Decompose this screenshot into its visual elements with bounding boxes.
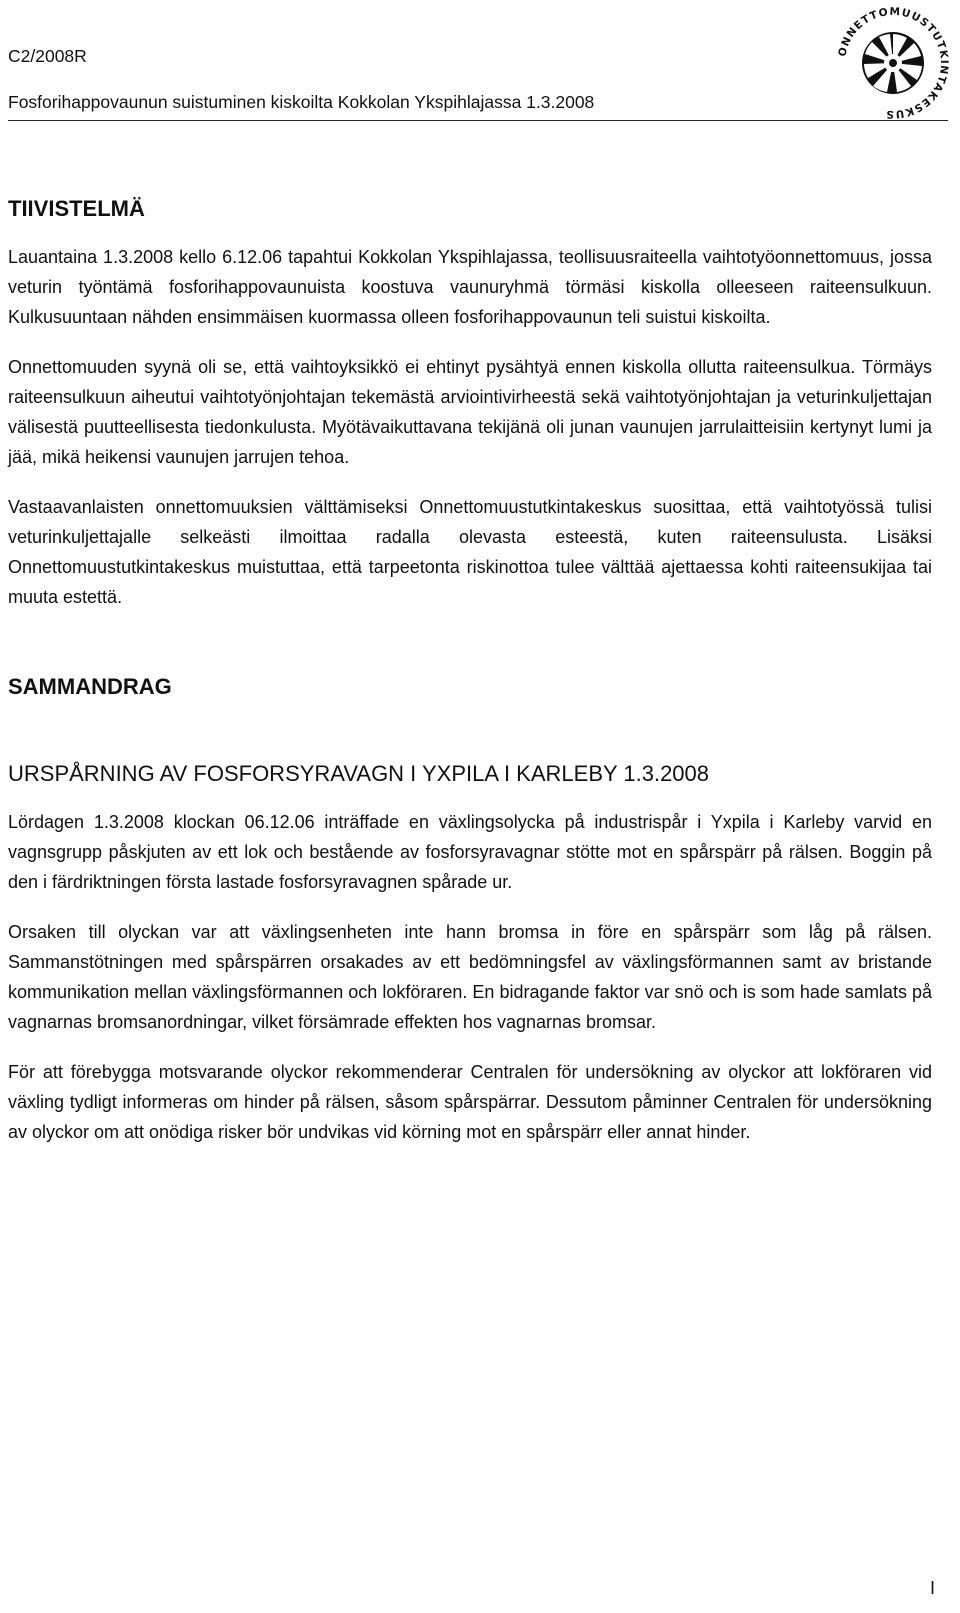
swedish-paragraph-3: För att förebygga motsvarande olyckor rekommenderar Centralen för undersökning av olyckor att lokföraren vid växling tydligt informeras om hinder på rälsen, såsom spårspärrar. Dessutom påminner Centralen för undersökning av olyckor om att onödiga risker bör undvikas vid körning mot en spårspärr eller annat hinder. xyxy=(8,1062,932,1143)
swedish-paragraph-1: Lördagen 1.3.2008 klockan 06.12.06 inträffade en växlingsolycka på industrispår i Yxpila i Karleby varvid en vagnsgrupp påskjuten av ett lok och bestående av fosforsyravagnar stötte mot en spårspärr på rälsen. Boggin på den i färdriktningen första lastade fosforsyravagnen spårade ur. xyxy=(8,812,932,893)
swedish-summary-heading: SAMMANDRAG xyxy=(8,674,172,700)
document-code: C2/2008R xyxy=(8,46,87,66)
page-number: I xyxy=(930,1578,936,1598)
finnish-paragraph-2: Onnettomuuden syynä oli se, että vaihtoyksikkö ei ehtinyt pysähtyä ennen kiskolla ollutta raiteensulkua. Törmäys raiteensulkuun aiheutui vaihtotyönjohtajan tekemästä arviointivirheestä sekä vaihtotyönjohtajan ja veturinkuljettajan välisestä puutteellisesta tiedonkulusta. Myötävaikuttavana tekijänä oli junan vaunujen jarrulaitteisiin kertynyt lumi ja jää, mikä heikensi vaunujen jarrujen tehoa. xyxy=(8,357,932,468)
logo-ring-text: ONNETTOMUUSTUTKINTAKESKUS xyxy=(836,5,951,121)
investigation-centre-logo-icon xyxy=(832,2,954,124)
swedish-paragraph-2: Orsaken till olyckan var att växlingsenheten inte hann bromsa in före en spårspärr som låg på rälsen. Sammanstötningen med spårspärren orsakades av ett bedömningsfel av växlingsförmannen samt av bristande kommunikation mellan växlingsförmannen och lokföraren. En bidragande faktor var snö och is som hade samlats på vagnarnas bromsanordningar, vilket försämrade effekten hos vagnarnas bromsar. xyxy=(8,922,932,1033)
finnish-summary-heading: TIIVISTELMÄ xyxy=(8,196,145,221)
page-header xyxy=(8,5,951,121)
finnish-paragraph-1: Lauantaina 1.3.2008 kello 6.12.06 tapahtui Kokkolan Ykspihlajassa, teollisuusraiteella vaihtotyöonnettomuus, jossa veturin työntämä fosforihappovaunuista koostuva vaunuryhmä törmäsi kiskolla olleeseen raiteensulkuun. Kulkusuuntaan nähden ensimmäisen kuormassa olleen fosforihappovaunun teli suistui kiskoilta. xyxy=(8,247,932,328)
document-subtitle: Fosforihappovaunun suistuminen kiskoilta Kokkolan Ykspihlajassa 1.3.2008 xyxy=(8,92,595,112)
document-body xyxy=(8,196,932,1167)
finnish-paragraph-3: Vastaavanlaisten onnettomuuksien välttämiseksi Onnettomuustutkintakeskus suosittaa, että vaihtotyössä tulisi veturinkuljettajalle selkeästi ilmoittaa radalla olevasta esteestä, kuten raiteensulusta. Lisäksi Onnettomuustutkintakeskus muistuttaa, että tarpeetonta riskinottoa tulee välttää ajettaessa kohti raiteensukijaa tai muuta estettä. xyxy=(8,497,932,608)
swedish-report-title: URSPÅRNING AV FOSFORSYRAVAGN I YXPILA I KARLEBY 1.3.2008 xyxy=(8,760,710,786)
